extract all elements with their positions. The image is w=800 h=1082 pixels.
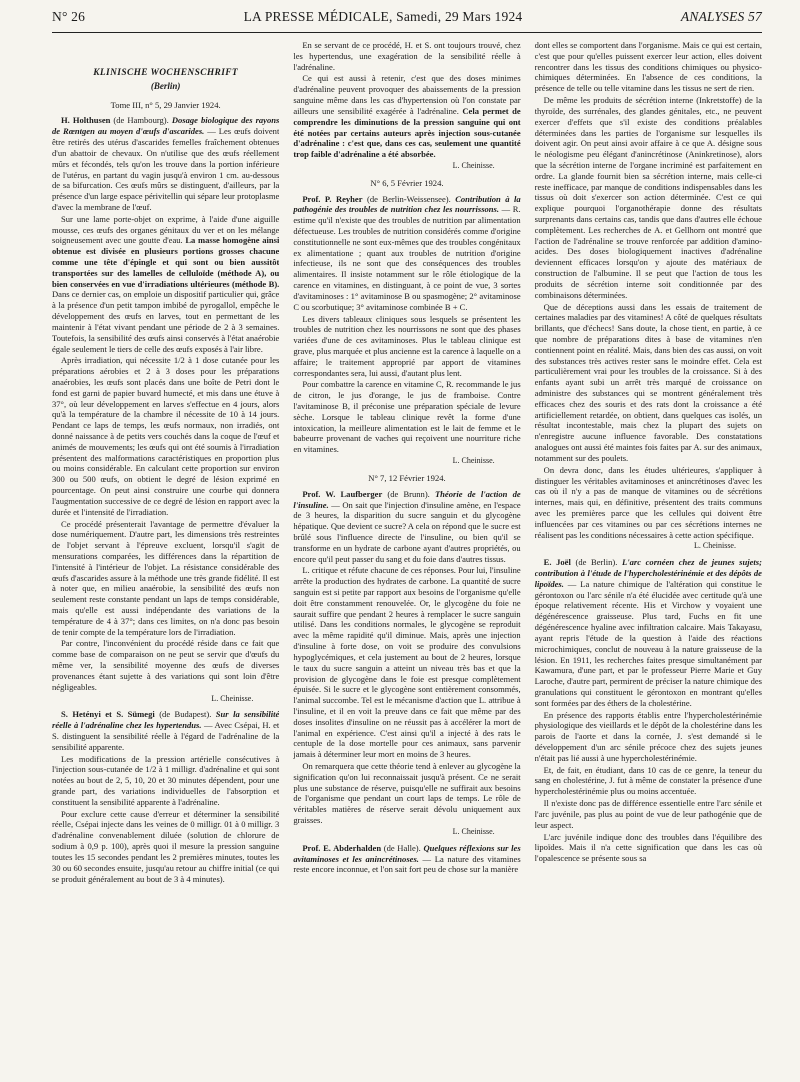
signature: L. Cheinisse. <box>211 693 254 703</box>
paragraph: On remarquera que cette théorie tend à enlever au glycogène la signification qu'on lui reconnaissait jusqu'à présent. Ce ne serait plus une substance de réserve, puisqu'elle ne suffirait aux besoins de l'organisme que pendant un court laps de temps. Le rôle de véritables matières de réserve serait dévolu uniquement aux graisses. <box>293 761 521 826</box>
article-author: Prof. E. Abderhalden <box>302 842 382 853</box>
signature: L. Cheinisse. <box>693 541 736 551</box>
article-5-lead <box>293 843 520 875</box>
running-title: LA PRESSE MÉDICALE, Samedi, 29 Mars 1924 <box>243 9 523 24</box>
article-place: (de Budapest). <box>154 709 216 720</box>
article-title: Quelques réflexions sur les avitaminoses et les anincrétinoses. <box>293 842 521 864</box>
article-author: Prof. W. Laufberger <box>302 488 383 499</box>
article-title: Dosage biologique des rayons de Rœntgen au moyen d'œufs d'ascarides. <box>52 115 280 137</box>
paragraph <box>293 73 520 160</box>
bold-text-run: Cela permet de comprendre les diminutions de la pression sanguine qui ont été notées par certains auteurs après injection sous-cutanée d'adrénaline : c'est que, dans ces cas, seulement une quantité trop faible d'adrénaline a été absorbée. <box>293 105 521 160</box>
issue-line: N° 7, 12 Février 1924. <box>368 472 446 483</box>
paragraph: Et, de fait, en étudiant, dans 10 cas de ce genre, la teneur du sang en cholestérine, J. fut à même de constater la présence d'une hypercholestérinémie plus ou moins accentuée. <box>534 764 762 797</box>
page-header <box>52 6 762 28</box>
paragraph: De même les produits de sécrétion interne (Inkretstoffe) de la thyroïde, des surrénales, des glandes génitales, etc., ne peuvent exercer d'effets que s'il existe des conditions préalables déterminées dans les parties de l'organisme sur lesquelles ils doivent agir. On peut ainsi avoir affaire à ce que A. désigne sous le néologisme peu élégant d'anincrétinose (Aninkretinose), alors que la sécrétion interne de l'organe incriminé est parfaitement en ordre. La glande fournit bien sa sécrétion interne, mais celle-ci reste inefficace, par manque de conditions indispensables dans les tissus où doit s'exercer son action déterminée. C'est ce qui explique pourquoi l'organothérapie donne des résultats surprenants dans certains cas, tandis que dans d'autres elle échoue complètement. Les recherches de A. et Gellhorn ont montré que l'action de l'adrénaline se trouve renforcée par addition d'amino-acides. Des doses biologiquement inactives d'adrénaline deviennent efficaces lorsqu'on y ajoute des matériaux de construction de l'albumine. Il se peut que l'action de tous les produits de sécrétion interne soit conditionnée par des combinaisons déterminées. <box>534 95 762 300</box>
text-run: Sur une lame porte-objet on exprime, à l'aide d'une aiguille mousse, ces œufs des organes génitaux du ver et on les mélange soigneusement avec une goutte d'eau. <box>52 213 280 246</box>
issue-line: Tome III, n° 5, 29 Janvier 1924. <box>110 99 221 110</box>
article-place: (de Halle). <box>381 842 424 853</box>
article-1-lead <box>52 115 279 212</box>
page-number: N° 26 <box>52 9 86 24</box>
journal-name: KLINISCHE WOCHENSCHRIFT <box>93 68 239 78</box>
paragraph: Ce procédé présenterait l'avantage de permettre d'évaluer la dose numériquement. D'autre part, les dimensions très restreintes de l'objet servant à l'épreuve excluent, lorsqu'il s'agit de mensurations comparées, les différences dans la répartition de l'intensité à l'intérieur de l'objet. La résistance considérable des œufs d'ascarides assure à la méthode une très grande fidélité. Il est à noter que, en milieu anaérobie, la sensibilité des œufs non seulement reste constante pendant un laps de temps considérable, mais qu'elle est aussi indépendante des variations de la température de 4 à 37°; dans ces limites, on n'a donc pas besoin de tenir compte de la température lors de l'irradiation. <box>52 518 280 637</box>
paragraph: Les divers tableaux cliniques sous lesquels se présentent les troubles de nutrition chez les nourrissons ne sont que des phases variées d'une de ces avitaminoses. Plus le tableau clinique est grave, plus marquée et plus ancienne est la carence à laquelle on a affaire; le traitement approprié par apport de vitamines correspondantes sera, lui aussi, d'autant plus lent. <box>293 313 521 378</box>
text-columns <box>52 40 762 1074</box>
paragraph: En présence des rapports établis entre l'hypercholestérinémie physiologique des vieillards et le dépôt de la cholestérine dans les parois de l'aorte et dans la cornée, J. s'est demandé si le développement d'un arc sénile précoce chez des sujets jeunes n'était pas lié aussi à une hypercholestérinémie. <box>534 709 762 763</box>
paragraph: — Les œufs doivent être retirés des utérus d'ascarides femelles fraîchement obtenues d'un abattoir de chevaux. On n'utilise que des œufs réellement mûrs et fécondés, tels qu'on les trouve dans la portion inférieure de l'utérus, en partant du vagin jusqu'à environ 1 cm. au-dessous de sa bifurcation. Ces œufs mûrs se distinguent, d'ailleurs, par la présence d'un large espace périvitellin qui sépare leur protoplasme d'avec la membrane de l'œuf. <box>52 126 280 212</box>
article-title: Contribution à la pathogénie des troubles de nutrition chez les nourrissons. <box>293 193 521 215</box>
bold-text-run: La masse homogène ainsi obtenue est divisée en plusieurs portions grosses chacune comme une tête d'épingle et qui sont ou bien aussitôt transportées sur des lamelles de celluloïde (méthode A), ou bien conservées en vue d'irradiations ultérieures (méthode B). <box>52 235 280 289</box>
paragraph: On devra donc, dans les études ultérieures, s'appliquer à distinguer les véritables avitaminoses et anincrétinoses d'avec les cas où il n'y a pas de manque de vitamines ou de sécrétions internes, mais qui, en définitive, présentent des traits communs avec les premières parce que les cellules qui doivent être influencées par ces vitamines ou par ces sécrétions internes ne réalisent pas les conditions nécessaires à cette action spécifique. <box>534 464 762 540</box>
text-run: Dans ce dernier cas, on emploie un dispositif particulier qui, grâce à la présence d'un petit tampon imbibé de pyrogallol, empêche le développement des œufs en larves, tout en permettant de les maintenir à l'état vivant pendant une période de 2 à 3 semaines. Toutefois, la sensibilité des œufs ainsi conservés à l'état anaérobie égale seulement le tiers de celle des œufs exposés à l'air libre. <box>52 289 280 354</box>
article-3-lead <box>293 194 520 313</box>
paragraph: Par contre, l'inconvénient du procédé réside dans ce fait que comme base de comparaison on ne peut se servir que d'œufs du même ver, la sensibilité moyenne des œufs de diverses provenances étant sujette à des variations qui sont loin d'être négligeables. <box>52 638 280 692</box>
text-run: Ce qui est aussi à retenir, c'est que des doses minimes d'adrénaline peuvent provoquer des abaissements de la pression sanguine même dans les cas d'hypertension où l'on constate par ailleurs une sensibilité exagérée à l'adrénaline. <box>293 73 521 116</box>
article-author: H. Holthusen <box>61 115 111 126</box>
article-place: (de Brunn). <box>382 488 435 499</box>
paragraph: Pour combattre la carence en vitamine C, R. recommande le jus de citron, le jus d'orange, le jus de framboise. Contre l'avitaminose B, il préconise une préparation spéciale de levure sèche. Lorsque le tableau clinique revêt la forme d'une intoxication, la meilleure alimentation est le lait de femme et le babeurre provenant de vaches qui reçoivent une nourriture riche en vitamines. <box>293 379 521 455</box>
paragraph: Après irradiation, qui nécessite 1/2 à 1 dose cutanée pour les préparations aérobies et 2 à 3 doses pour les préparations anaérobies, les œufs sont placés dans une boîte de Petri dont le fond est garni de papier buvard humecté, et mis dans une étuve à 37°, où leur développement en larves s'effectue en 4 jours, alors qu'à la température de la chambre il nécessite de 10 à 14 jours. Pendant ce laps de temps, les œufs normaux, non irradiés, ont donné naissance à de petits vers couchés dans la coque de l'œuf et animés de mouvements; les œufs qui ont été soumis à l'irradiation présentent des malformations caractéristiques en proportion plus ou moins considérable. En calculant cette proportion sur environ 300 ou 500 œufs, on obtient le degré de lésion exprimé en pourcentage. On peut ainsi construire une courbe qui donnera l'augmentation successive de ce degré de lésion en rapport avec la durée et l'intensité de l'irradiation. <box>52 355 280 517</box>
article-place: (de Berlin). <box>570 557 623 568</box>
column-3 <box>535 40 762 1074</box>
signature: L. Cheinisse. <box>452 160 495 170</box>
issue-line: N° 6, 5 Février 1924. <box>370 177 444 188</box>
article-author: S. Hetényi et S. Sümegi <box>61 709 155 720</box>
article-author: E. Joël <box>543 557 571 568</box>
header-rule <box>52 32 762 33</box>
paragraph: — R. estime qu'il n'existe que des troubles de nutrition par alimentation défectueuse. Les troubles de nutrition considérés comme d'origine constitutionnelle ne sont eux-mêmes que des troubles congénitaux ex alimentatione ; quant aux troubles de nutrition d'origine infectieuse, ils ne sont que des conséquences des troubles alimentaires. Il insiste notamment sur le rôle étiologique de la carence en vitamines, en distinguant, à ce point de vue, 3 sortes d'avitaminoses : 1° avitaminose B ou spasmogène; 2° avitaminose C ou scorbutique; 3° avitaminose combinée B + C. <box>293 204 521 312</box>
journal-city: (Berlin) <box>150 80 181 91</box>
article-place: (de Berlin-Weissensee). <box>362 193 456 204</box>
paragraph: — La nature chimique de l'altération qui constitue le gérontoxon ou l'arc sénile n'a été élucidée avec certitude qu'à une époque relativement récente. His et Virchow y voyaient une dégénérescence graisseuse. Plus tard, Fuchs en fit une dégénérescence hyaline avec infiltration calcaire. Mais Takayasu, ayant repris l'étude de la question à l'aide des réactions microchimiques, conclut de nouveau à la nature graisseuse de la lésion. En 1911, les recherches faites presque simultanément par Kawamura, d'une part, et par le professeur Pierre Marie et Guy Laroche, d'autre part, permirent de préciser la nature chimique des granulations qui constituent le gérontoxon en montrant qu'elles sont formées par des éthers de la cholestérine. <box>534 578 762 708</box>
paragraph: — Avec Csépai, H. et S. distinguent la sensibilité réelle à l'égard de l'adrénaline de la sensibilité apparente. <box>52 720 280 752</box>
paragraph: Il n'existe donc pas de différence essentielle entre l'arc sénile et l'arc juvénile, pas plus au point de vue de leur pathogénie que de leur aspect. <box>534 798 762 830</box>
paragraph: — La nature des vitamines reste encore inconnue, et l'on sait fort peu de chose sur la manière <box>293 853 521 875</box>
column-1 <box>52 40 279 1074</box>
article-author: Prof. P. Reyher <box>302 193 363 204</box>
signature: L. Cheinisse. <box>452 456 495 466</box>
column-2 <box>293 40 520 1074</box>
paragraph: L'arc juvénile indique donc des troubles dans l'équilibre des lipoïdes. Mais il n'a cette signification que dans les cas où l'opalescence se présente sous sa <box>534 831 762 864</box>
paragraph: En se servant de ce procédé, H. et S. ont toujours trouvé, chez les hypertendus, une exagération de la sensibilité réelle à l'adrénaline. <box>293 40 521 72</box>
article-place: (de Hambourg). <box>110 115 172 126</box>
paragraph <box>52 214 279 355</box>
paragraph: Pour exclure cette cause d'erreur et déterminer la sensibilité réelle, Csépai injecte dans les veines de 0 milligr. 01 à 0 milligr. 3 d'adrénaline convenablement diluée (solution de chlorure de sodium à 0,9 p. 100), après quoi il mesure la pression sanguine toutes les 15 secondes pendant les 2 premières minutes, toutes les 30 ou 60 secondes ensuite, jusqu'au retour au chiffre initial (ce qui se produit généralement au bout de 3 à 4 minutes). <box>52 808 280 884</box>
paragraph: — On sait que l'injection d'insuline amène, en l'espace de 3 heures, la disparition du sucre sanguin et du glycogène hépatique. Que devient ce sucre? A cela on répond que le sucre est brûlé sous l'influence directe de l'insuline, ou bien qu'il se transforme en un hydrate de carbone ayant d'autres propriétés, ou encore qu'il peut passer du sang et du foie dans d'autres tissus. <box>293 499 521 564</box>
paragraph: Les modifications de la pression artérielle consécutives à l'injection sous-cutanée de 1/2 à 1 milligr. d'adrénaline et qui sont notées au bout de 2, 5, 10, 20 et 30 minutes dépendent, pour une grande part, des variations individuelles de l'absorption et constituent la sensibilité apparente à l'adrénaline. <box>52 753 280 807</box>
section-title: ANALYSES 57 <box>680 9 762 24</box>
article-title: L'arc cornéen chez de jeunes sujets; contribution à l'étude de l'hypercholestérinémie et des dépôts de lipoïdes. <box>534 557 762 589</box>
paragraph: dont elles se comportent dans l'organisme. Mais ce qui est certain, c'est que pour qu'elles puissent exercer leur action, elles doivent rencontrer dans les tissus des conditions chimiques ou physico-chimiques déterminées. En l'absence de ces conditions, la présence de telle ou telle vitamine dans les tissus ne sert de rien. <box>534 40 762 94</box>
signature: L. Cheinisse. <box>452 826 495 836</box>
paragraph: Que de déceptions aussi dans les essais de traitement de certaines maladies par des vitamines! A côté de quelques résultats brillants, que d'échecs! Sans doute, la chose tient, en partie, à ce que nombre de préparations dites à base de vitamines n'en contiennent point en réalité. Mais, dans bien des cas aussi, on voit des substances très actives rester sans le moindre effet. Cela est particulièrement vrai pour les troubles de la croissance. Si à des enfants ayant subi un arrêt très marqué de croissance on administre des substances qui se montrent généralement très efficaces chez des souris et des rats dont la croissance a été artificiellement retardée, on obtient, dans quelques cas isolés, un résultat incontestable, mais chez la plupart des sujets on n'enregistre aucune influence favorable. Des constatations analogues ont aussi été maintes fois faites par A. sur des animaux, notamment sur des poulets. <box>534 301 762 463</box>
article-title: Sur la sensibilité réelle à l'adrénaline chez les hypertendus. <box>52 709 280 731</box>
article-6-lead <box>535 557 762 708</box>
article-title: Théorie de l'action de l'insuline. <box>293 488 521 510</box>
article-4-lead <box>293 489 520 565</box>
article-2-lead <box>52 709 279 752</box>
paragraph: L. critique et réfute chacune de ces réponses. Pour lui, l'insuline arrête la production des hydrates de carbone. La quantité de sucre sanguin est si petite par rapport aux besoins de l'organisme qu'elle doit être constamment renouvelée. Or, le glycogène du foie ne saurait suffire que pendant 2 heures à remplacer le sucre sanguin utilisé. Dans les conditions normales, le glycogène se reproduit avec la même rapidité qu'il diminue. Mais, après une injection d'insuline à forte dose, on voit se produire des convulsions hypoglycémiques, et cela justement au bout de 2 heures, lorsque le taux du sucre sanguin a atteint un niveau très bas et que la provision de glycogène dans le foie est presque complètement épuisée. Si le sucre et le glycogène sont entièrement consommés, l'animal succombe. Tel est le mécanisme d'action que L. attribue à l'insuline, et il en voit la preuve dans ce fait que même par des doses insolites d'insuline on ne réussit pas à accélérer la mort de l'animal en expérience. C'est ainsi qu'il a injecté à des rats le centuple de la dose mortelle pour ces animaux, sans parvenir jamais à déterminer leur mort en moins de 3 heures. <box>293 565 521 760</box>
